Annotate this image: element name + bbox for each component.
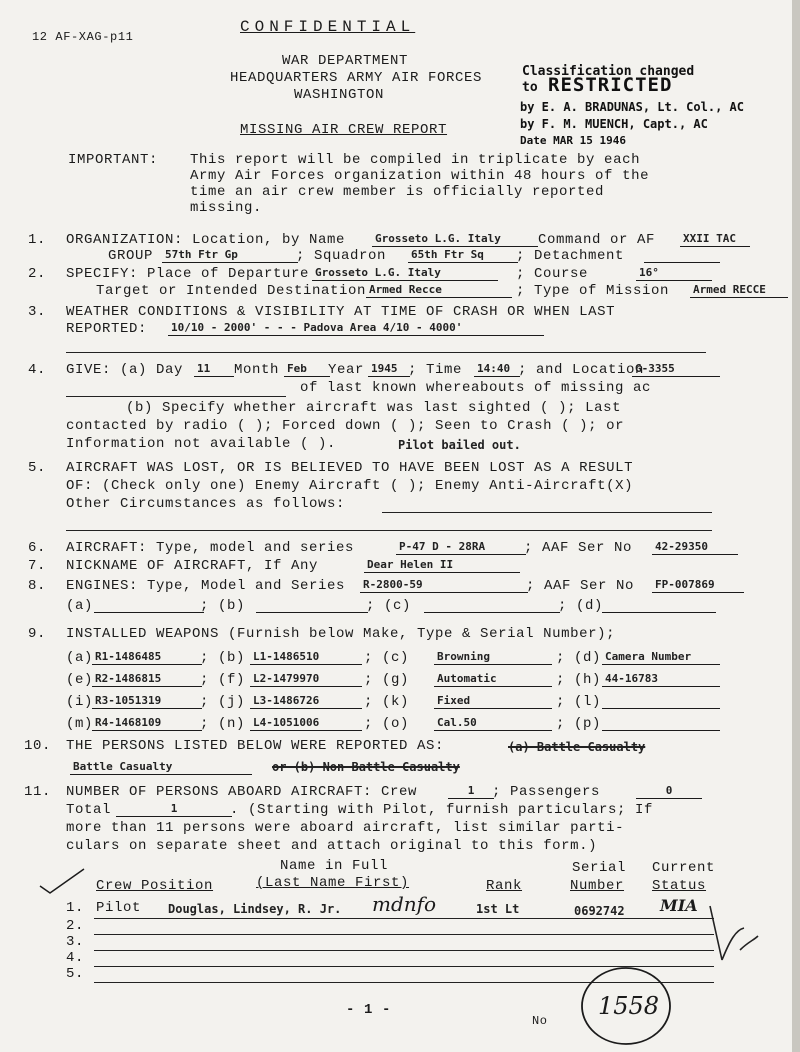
departure-field: Grosseto L.G. Italy: [312, 266, 498, 281]
header-crew-position: Crew Position: [96, 878, 214, 894]
page-number: - 1 -: [346, 1002, 392, 1018]
important-line2: Army Air Forces organization within 48 hours of the: [190, 168, 650, 184]
doc-ref: 12 AF-XAG-p11: [32, 30, 134, 44]
item4-label-h: contacted by radio ( ); Forced down ( ); Seen to Crash ( ); or: [66, 418, 625, 434]
scan-edge: [792, 0, 800, 1052]
important-line3: time an air crew member is officially reported: [190, 184, 605, 200]
crew-row-number: 2.: [66, 918, 85, 934]
handwritten-name-annotation: mdnfo: [372, 892, 437, 916]
aircraft-serial-field: 42-29350: [652, 540, 738, 555]
crew-row-line: [94, 950, 714, 951]
day-field: 11: [194, 362, 234, 377]
item4-label-e: ; and Location: [518, 362, 645, 378]
item4-label-d: ; Time: [408, 362, 463, 378]
item4-label-f: of last known whereabouts of missing ac: [300, 380, 652, 396]
detachment-field: [644, 248, 720, 263]
weapon-g-field: Automatic: [434, 672, 552, 687]
item3-number: 3.: [28, 304, 47, 320]
organization-location-field: Grosseto L.G. Italy: [372, 232, 538, 247]
item2-label-a: SPECIFY: Place of Departure: [66, 266, 310, 282]
item6-number: 6.: [28, 540, 47, 556]
item5-label-c: Other Circumstances as follows:: [66, 496, 346, 512]
weapon-h-label: ; (h): [556, 672, 602, 688]
month-field: Feb: [284, 362, 330, 377]
important-line1: This report will be compiled in triplicate by each: [190, 152, 641, 168]
crew-position-cell: Pilot: [96, 900, 142, 916]
weapon-j-field: L3-1486726: [250, 694, 362, 709]
crew-serial-cell: 0692742: [574, 904, 625, 918]
stamp-by2: by F. M. MUENCH, Capt., AC: [520, 117, 708, 131]
stamp-to: to: [522, 80, 538, 95]
weapon-k-label: ; (k): [364, 694, 410, 710]
item11-label-f: culars on separate sheet and attach original to this form.): [66, 838, 598, 854]
weapon-k-field: Fixed: [434, 694, 552, 709]
item4-label-a: GIVE: (a) Day: [66, 362, 184, 378]
header-name-top: Name in Full: [280, 858, 389, 874]
header-line3: WASHINGTON: [294, 87, 385, 103]
engine-c-label: ; (c): [366, 598, 412, 614]
weapon-b-field: L1-1486510: [250, 650, 362, 665]
item11-label-b: ; Passengers: [492, 784, 601, 800]
weapon-i-field: R3-1051319: [92, 694, 202, 709]
target-field: Armed Recce: [366, 283, 512, 298]
item10-number: 10.: [24, 738, 52, 754]
item9-number: 9.: [28, 626, 47, 642]
weapon-n-field: L4-1051006: [250, 716, 362, 731]
squadron-field: 65th Ftr Sq: [408, 248, 518, 263]
crew-row-number: 3.: [66, 934, 85, 950]
stamp-restricted: RESTRICTED: [548, 74, 673, 96]
engine-c-field: [424, 598, 560, 613]
weapon-a-label: (a): [66, 650, 94, 666]
engine-d-label: ; (d): [558, 598, 604, 614]
command-field: XXII TAC: [680, 232, 750, 247]
map-location-field: G-3355: [632, 362, 720, 377]
weapon-b-label: ; (b): [200, 650, 246, 666]
weapon-e-label: (e): [66, 672, 94, 688]
weapon-e-field: R2-1486815: [92, 672, 202, 687]
header-serial-bottom: Number: [570, 878, 625, 894]
checkmark-annotation: [36, 866, 88, 896]
header-status-bottom: Status: [652, 878, 707, 894]
item4-label-g: (b) Specify whether aircraft was last sighted ( ); Last: [126, 400, 622, 416]
macr-number-prefix: No: [532, 1014, 548, 1028]
crew-row-number: 1.: [66, 900, 85, 916]
crew-row-number: 5.: [66, 966, 85, 982]
header-name-bottom: (Last Name First): [256, 875, 410, 891]
item3-extra-line: [66, 352, 706, 353]
item2-label-c: Target or Intended Destination: [96, 283, 367, 299]
engine-a-field: [94, 598, 204, 613]
weapon-f-label: ; (f): [200, 672, 246, 688]
stamp-classification: Classification changed: [522, 64, 695, 79]
item1-label-e: ; Detachment: [516, 248, 625, 264]
item1-label-a: ORGANIZATION: Location, by Name: [66, 232, 346, 248]
item5-line1: [382, 512, 712, 513]
weapon-a-field: R1-1486485: [92, 650, 202, 665]
weather-field: 10/10 - 2000' - - - Padova Area 4/10 - 4000': [168, 321, 544, 336]
struck-non-battle-casualty: or (b) Non Battle Casualty: [272, 760, 460, 774]
total-count-field: 1: [116, 802, 232, 817]
item1-label-d: ; Squadron: [296, 248, 387, 264]
engine-d-field: [602, 598, 716, 613]
time-field: 14:40: [474, 362, 520, 377]
item2-label-b: ; Course: [516, 266, 589, 282]
weapon-j-label: ; (j): [200, 694, 246, 710]
weapon-m-label: (m): [66, 716, 94, 732]
item7-label-a: NICKNAME OF AIRCRAFT, If Any: [66, 558, 319, 574]
weapon-l-field: [602, 694, 720, 709]
stamp-date: Date MAR 15 1946: [520, 134, 626, 147]
item1-number: 1.: [28, 232, 47, 248]
aircraft-type-field: P-47 D - 28RA: [396, 540, 526, 555]
item7-number: 7.: [28, 558, 47, 574]
crew-row-line: [94, 918, 714, 919]
engine-b-field: [256, 598, 368, 613]
weapon-l-label: ; (l): [556, 694, 602, 710]
item11-label-e: more than 11 persons were aboard aircraft, list similar parti-: [66, 820, 625, 836]
macr-number: 1558: [598, 992, 660, 1020]
item11-label-d: . (Starting with Pilot, furnish particulars; If: [230, 802, 654, 818]
item6-label-a: AIRCRAFT: Type, model and series: [66, 540, 355, 556]
item2-label-d: ; Type of Mission: [516, 283, 670, 299]
weapon-c-field: Browning: [434, 650, 552, 665]
item4-label-c: Year: [328, 362, 365, 378]
item5-line2: [66, 530, 712, 531]
confidential-marking: CONFIDENTIAL: [240, 18, 416, 36]
weapon-g-label: ; (g): [364, 672, 410, 688]
item3-label-b: REPORTED:: [66, 321, 148, 337]
item4-label-i: Information not available ( ).: [66, 436, 337, 452]
pilot-bailed-note: Pilot bailed out.: [398, 438, 521, 452]
item2-number: 2.: [28, 266, 47, 282]
crew-name-cell: Douglas, Lindsey, R. Jr.: [168, 902, 342, 916]
item9-label-a: INSTALLED WEAPONS (Furnish below Make, Type & Serial Number);: [66, 626, 616, 642]
engine-serial-field: FP-007869: [652, 578, 744, 593]
mission-type-field: Armed RECCE: [690, 283, 788, 298]
weapon-c-label: ; (c): [364, 650, 410, 666]
weapon-h-field: 44-16783: [602, 672, 720, 687]
engine-a-label: (a): [66, 598, 94, 614]
item1-label-c: GROUP: [108, 248, 154, 264]
item11-number: 11.: [24, 784, 52, 800]
item5-label-b: OF: (Check only one) Enemy Aircraft ( ); Enemy Anti-Aircraft(X): [66, 478, 634, 494]
weapon-p-field: [602, 716, 720, 731]
item11-label-c: Total: [66, 802, 112, 818]
header-line2: HEADQUARTERS ARMY AIR FORCES: [230, 70, 483, 86]
item11-label-a: NUMBER OF PERSONS ABOARD AIRCRAFT: Crew: [66, 784, 418, 800]
important-line4: missing.: [190, 200, 263, 216]
weapon-i-label: (i): [66, 694, 94, 710]
nickname-field: Dear Helen II: [364, 558, 520, 573]
item1-label-b: Command or AF: [538, 232, 656, 248]
item8-label-b: ; AAF Ser No: [526, 578, 635, 594]
item3-label-a: WEATHER CONDITIONS & VISIBILITY AT TIME OF CRASH OR WHEN LAST: [66, 304, 616, 320]
year-field: 1945: [368, 362, 410, 377]
item4-number: 4.: [28, 362, 47, 378]
item5-label-a: AIRCRAFT WAS LOST, OR IS BELIEVED TO HAVE BEEN LOST AS A RESULT: [66, 460, 634, 476]
weapon-o-label: ; (o): [364, 716, 410, 732]
passenger-count-field: 0: [636, 784, 702, 799]
important-label: IMPORTANT:: [68, 152, 159, 168]
weapon-m-field: R4-1468109: [92, 716, 202, 731]
engine-type-field: R-2800-59: [360, 578, 528, 593]
header-serial-top: Serial: [572, 860, 627, 876]
item4-label-b: Month: [234, 362, 280, 378]
item5-number: 5.: [28, 460, 47, 476]
casualty-status-field: Battle Casualty: [70, 760, 252, 775]
crew-rank-cell: 1st Lt: [476, 902, 520, 916]
header-line1: WAR DEPARTMENT: [282, 53, 409, 69]
crew-row-line: [94, 934, 714, 935]
weapon-d-label: ; (d): [556, 650, 602, 666]
header-rank: Rank: [486, 878, 523, 894]
stamp-by1: by E. A. BRADUNAS, Lt. Col., AC: [520, 100, 744, 114]
weapon-f-field: L2-1479970: [250, 672, 362, 687]
item10-label-a: THE PERSONS LISTED BELOW WERE REPORTED AS:: [66, 738, 445, 754]
weapon-d-field: Camera Number: [602, 650, 720, 665]
engine-b-label: ; (b): [200, 598, 246, 614]
handwritten-initials-mark: [700, 900, 770, 990]
struck-battle-casualty: (a) Battle Casualty: [508, 740, 646, 754]
weapon-o-field: Cal.50: [434, 716, 552, 731]
item8-number: 8.: [28, 578, 47, 594]
course-field: 16°: [636, 266, 712, 281]
crew-status-cell: MIA: [660, 896, 698, 915]
header-status-top: Current: [652, 860, 716, 876]
weapon-p-label: ; (p): [556, 716, 602, 732]
item6-label-b: ; AAF Ser No: [524, 540, 633, 556]
group-field: 57th Ftr Gp: [162, 248, 298, 263]
item4-blank-line: [66, 396, 286, 397]
item8-label-a: ENGINES: Type, Model and Series: [66, 578, 346, 594]
weapon-n-label: ; (n): [200, 716, 246, 732]
crew-row-number: 4.: [66, 950, 85, 966]
crew-count-field: 1: [448, 784, 494, 799]
form-title: MISSING AIR CREW REPORT: [240, 122, 448, 138]
